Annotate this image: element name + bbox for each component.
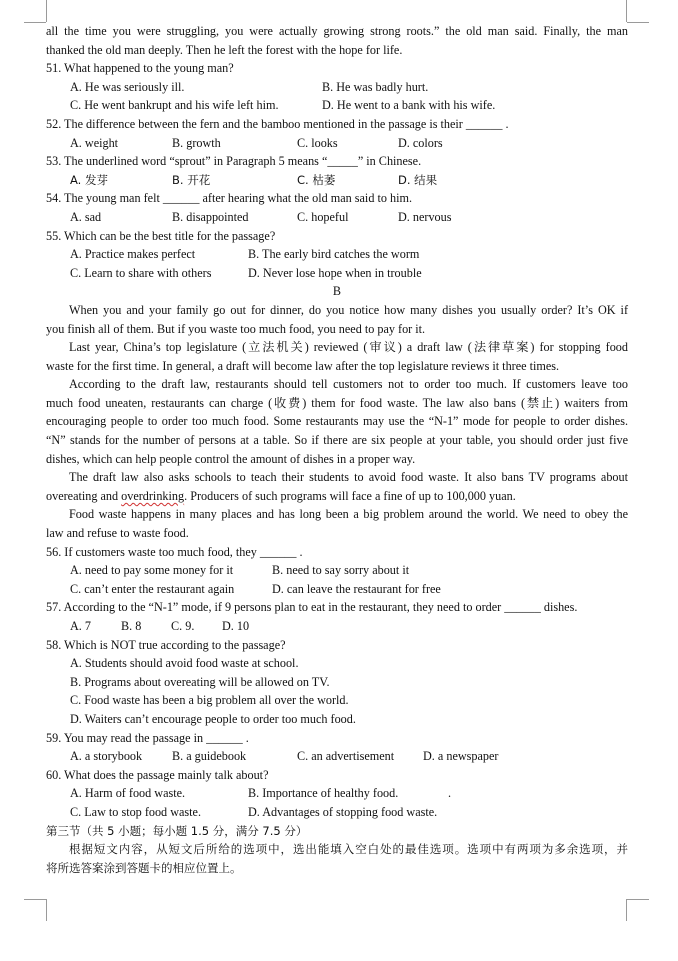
- spellcheck-underlined-word: overdrinking: [121, 488, 185, 503]
- passage-text: . Producers of such programs will face a fine of up to 100,000 yuan.: [184, 488, 516, 503]
- option-c: C. Learn to share with others: [70, 265, 212, 280]
- option-c: C. can’t enter the restaurant again: [70, 581, 235, 596]
- option-d: D. colors: [398, 135, 443, 150]
- crop-mark: [627, 22, 649, 23]
- option-d: D. 结果: [398, 172, 438, 187]
- crop-mark: [46, 0, 47, 22]
- passage-line: law and refuse to waste food.: [46, 526, 189, 541]
- question-stem: 58. Which is NOT true according to the passage?: [46, 637, 286, 652]
- document-page: [46, 22, 628, 877]
- option-b: B. disappointed: [172, 209, 249, 224]
- option-c: C. 枯萎: [297, 172, 336, 187]
- option-d: D. nervous: [398, 209, 452, 224]
- option-b: B. Programs about overeating will be allowed on TV.: [70, 674, 330, 689]
- option-b: B. Importance of healthy food.: [248, 786, 399, 801]
- option-b: B. growth: [172, 135, 221, 150]
- option-c: C. hopeful: [297, 209, 349, 224]
- question-stem: 52. The difference between the fern and the bamboo mentioned in the passage is their ______ .: [46, 116, 509, 131]
- option-a: A. Practice makes perfect: [70, 247, 196, 262]
- option-b: B. The early bird catches the worm: [248, 247, 420, 262]
- option-c: C. Food waste has been a big problem all over the world.: [70, 693, 349, 708]
- option-a: A. Harm of food waste.: [70, 786, 186, 801]
- option-b: B. need to say sorry about it: [272, 563, 410, 578]
- passage-line: “N” stands for the number of persons at a table. So if there are six people at your table, you should order just five: [46, 433, 628, 448]
- option-d: D. Advantages of stopping food waste.: [248, 804, 438, 819]
- passage-line: The draft law also asks schools to teach their students to avoid food waste. It also bans TV programs about: [69, 470, 628, 485]
- option-c: C. looks: [297, 135, 338, 150]
- options-row: [46, 654, 628, 673]
- instruction-line: 将所选答案涂到答题卡的相应位置上。: [46, 860, 242, 875]
- option-d: D. He went to a bank with his wife.: [322, 98, 496, 113]
- options-row: [46, 561, 628, 580]
- passage-line: thanked the old man deeply. Then he left the forest with the hope for life.: [46, 42, 403, 57]
- option-a: A. 发芽: [70, 172, 108, 187]
- question-stem: 60. What does the passage mainly talk about?: [46, 767, 269, 782]
- option-d: D. can leave the restaurant for free: [272, 581, 441, 596]
- option-d: D. a newspaper: [423, 749, 499, 764]
- crop-mark: [626, 0, 627, 22]
- section-heading: B: [332, 284, 342, 299]
- option-a: A. weight: [70, 135, 119, 150]
- crop-mark: [24, 22, 46, 23]
- option-b: B. 8: [121, 619, 142, 633]
- option-c: C. 9.: [171, 619, 195, 633]
- option-a: A. a storybook: [70, 749, 143, 764]
- options-row: [46, 691, 628, 710]
- crop-mark: [626, 899, 627, 921]
- options-row: [46, 617, 628, 636]
- options-row: [46, 710, 628, 729]
- question-stem: 53. The underlined word “sprout” in Paragraph 5 means “_____” in Chinese.: [46, 154, 422, 169]
- options-row: [46, 784, 628, 803]
- options-row: [46, 78, 628, 97]
- option-a: A. Students should avoid food waste at school.: [70, 656, 299, 671]
- crop-mark: [627, 899, 649, 900]
- option-b: B. a guidebook: [172, 749, 247, 764]
- option-a: A. sad: [70, 209, 102, 224]
- option-c: C. Law to stop food waste.: [70, 804, 201, 819]
- passage-line: dishes, which can help people control the amount of dishes in a proper way.: [46, 451, 416, 466]
- option-a: A. need to pay some money for it: [70, 563, 234, 578]
- stray-mark: .: [448, 786, 452, 801]
- question-stem: 54. The young man felt ______ after hearing what the old man said to him.: [46, 191, 412, 206]
- options-row: [46, 208, 628, 227]
- passage-line: Food waste happens in many places and has long been a big problem around the world. We need to obey the: [69, 507, 628, 522]
- options-row: [46, 264, 628, 283]
- passage-line: encouraging people to order too much food. Some restaurants may use the “N-1” mode for people to order dishes.: [46, 414, 628, 429]
- crop-mark: [24, 899, 46, 900]
- option-b: B. He was badly hurt.: [322, 79, 429, 94]
- option-d: D. Waiters can’t encourage people to order too much food.: [70, 711, 356, 726]
- question-stem: 57. According to the “N-1” mode, if 9 persons plan to eat in the restaurant, they need to order ______ dishes.: [46, 600, 578, 615]
- passage-line: you finish all of them. But if you waste too much food, you need to pay for it.: [46, 321, 426, 336]
- option-d: D. 10: [222, 619, 250, 633]
- passage-line: much food uneaten, restaurants can charge (收费) them for food waste. The law also bans (禁止) waiters from: [46, 395, 628, 410]
- question-stem: 55. Which can be the best title for the passage?: [46, 228, 276, 243]
- question-stem: 59. You may read the passage in ______ .: [46, 730, 249, 745]
- passage-line: According to the draft law, restaurants should tell customers not to order too much. If customers leave too: [69, 377, 628, 392]
- passage-line: waste for the first time. In general, a draft will become law after the top legislature reviews it three times.: [46, 358, 560, 373]
- section-title: 第三节（共 5 小题；每小题 1.5 分，满分 7.5 分）: [46, 823, 308, 838]
- option-d: D. Never lose hope when in trouble: [248, 265, 422, 280]
- instruction-line: 根据短文内容，从短文后所给的选项中，选出能填入空白处的最佳选项。选项中有两项为多余选项，并: [69, 842, 628, 857]
- options-row: [46, 134, 628, 153]
- options-row: [46, 245, 628, 264]
- passage-line: Last year, China’s top legislature (立法机关) reviewed (审议) a draft law (法律草案) for stopping food: [69, 340, 628, 355]
- options-row: [46, 96, 628, 115]
- passage-line: When you and your family go out for dinner, do you notice how many dishes you usually order? It’s OK if: [69, 302, 628, 317]
- question-stem: 56. If customers waste too much food, they ______ .: [46, 544, 303, 559]
- options-row: [46, 747, 628, 766]
- options-row: [46, 673, 628, 692]
- option-c: C. an advertisement: [297, 749, 395, 764]
- options-row: [46, 171, 628, 190]
- passage-text: overeating and: [46, 488, 122, 503]
- crop-mark: [46, 899, 47, 921]
- option-c: C. He went bankrupt and his wife left him.: [70, 98, 279, 113]
- option-a: A. He was seriously ill.: [70, 79, 185, 94]
- option-b: B. 开花: [172, 172, 211, 187]
- passage-line: all the time you were struggling, you were actually growing strong roots.” the old man said. Finally, the man: [46, 24, 628, 38]
- options-row: [46, 580, 628, 599]
- question-stem: 51. What happened to the young man?: [46, 61, 234, 76]
- option-a: A. 7: [70, 619, 91, 633]
- options-row: [46, 803, 628, 822]
- passage-line: [46, 487, 628, 506]
